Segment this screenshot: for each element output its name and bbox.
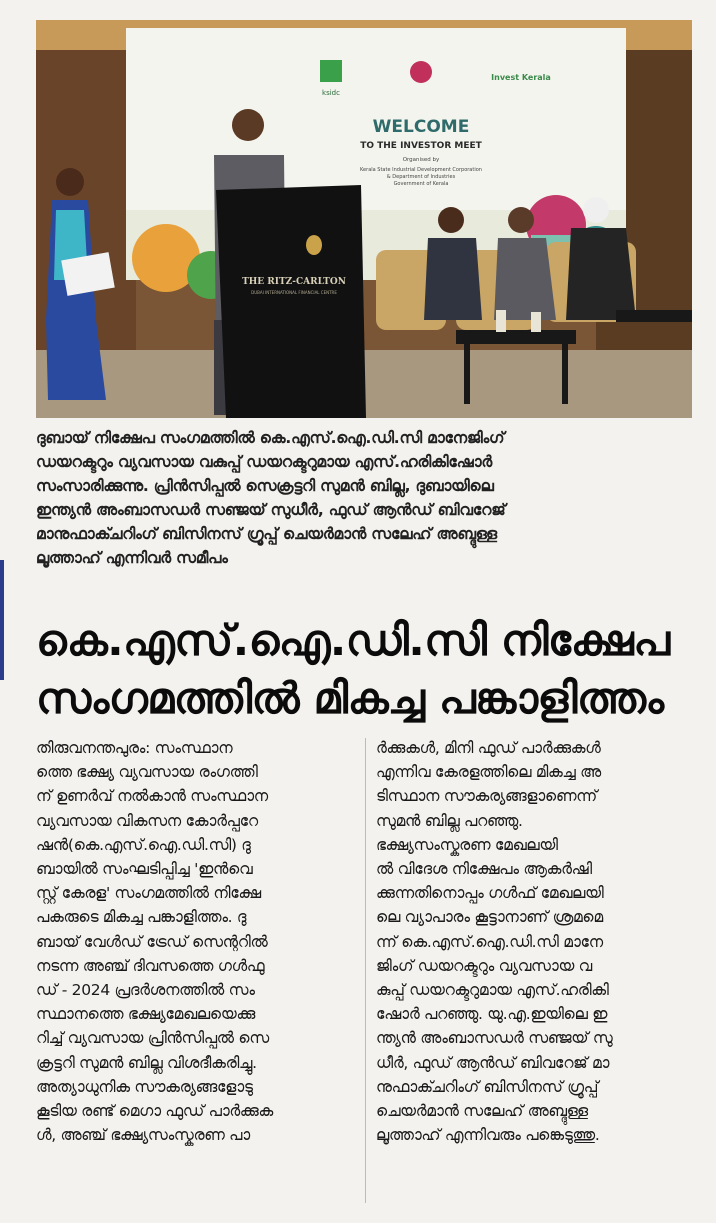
article-column-right: ർക്കുകൾ, മിനി ഫുഡ് പാർക്കുകൾ എന്നിവ കേരളത്തിലെ മികച്ച അ ടിസ്ഥാന സൗകര്യങ്ങളാണെന്ന് സുമൻ ബില്ല പറഞ്ഞു. ഭക്ഷ്യസംസ്കരണ മേഖലയി ൽ വിദേശ നിക്ഷേപം ആകർഷി ക്കുന്നതിനൊപ്പം ഗൾഫ് മേഖലയി ലെ വ്യാപാരം കൂട്ടാനാണ് ശ്രമമെ ന്ന് കെ.എസ്.ഐ.ഡി.സി മാനേ ജിംഗ് ഡയറക്ടറും വ്യവസായ വ കുപ്പ് ഡയറക്ടറുമായ എസ്.ഹരികി ഷോർ പറഞ്ഞു. യു.എ.ഇയിലെ ഇ ന്ത്യൻ അംബാസഡർ സഞ്ജയ് സു ധീർ, ഫുഡ് ആൻഡ് ബിവറേജ് മാ നുഫാക്ചറിംഗ് ബിസിനസ് ഗ്രൂപ്പ് ചെയർമാൻ സലേഹ് അബ്ദുള്ള ലൂത്താഹ് എന്നിവരും പങ്കെടുത്തു. <box>376 739 613 1145</box>
news-photo <box>36 20 692 418</box>
banner-title: WELCOME <box>372 117 470 137</box>
headline: കെ.എസ്.ഐ.ഡി.സി നിക്ഷേപ സംഗമത്തിൽ മികച്ച പങ്കാളിത്തം <box>36 616 670 724</box>
podium-brand: THE RITZ-CARLTON <box>242 277 346 287</box>
page-edge-marker <box>0 560 4 680</box>
logo-left-label: ksidc <box>322 89 340 97</box>
podium-sub: DUBAI INTERNATIONAL FINANCIAL CENTRE <box>251 290 337 295</box>
photo-caption: ദുബായ് നിക്ഷേപ സംഗമത്തിൽ കെ.എസ്.ഐ.ഡി.സി മാനേജിംഗ് ഡയറക്ടറും വ്യവസായ വകുപ്പ് ഡയറക്ടറുമായ എസ്.ഹരികിഷോർ സംസാരിക്കുന്നു. പ്രിൻസിപ്പൽ സെക്രട്ടറി സുമൻ ബില്ല, ദുബായിലെ ഇന്ത്യൻ അംബാസഡർ സഞ്ജയ് സുധീർ, ഫുഡ് ആൻഡ് ബിവറേജ് മാനുഫാക്ചറിംഗ് ബിസിനസ് ഗ്രൂപ്പ് ചെയർമാൻ സലേഹ് അബ്ദുള്ള ലൂത്താഹ് എന്നിവർ സമീപം <box>36 429 506 567</box>
column-divider <box>365 738 366 1203</box>
article-column-left: തിരുവനന്തപുരം: സംസ്ഥാന ത്തെ ഭക്ഷ്യ വ്യവസായ രംഗത്തി ന് ഉണർവ് നൽകാൻ സംസ്ഥാന വ്യവസായ വികസന കോർപ്പറേ ഷൻ(കെ.എസ്.ഐ.ഡി.സി) ദു ബായിൽ സംഘടിപ്പിച്ച 'ഇൻവെ സ്റ്റ് കേരള' സംഗമത്തിൽ നിക്ഷേ പകരുടെ മികച്ച പങ്കാളിത്തം. ദു ബായ് വേൾഡ് ട്രേഡ് സെന്ററിൽ നടന്ന അഞ്ച് ദിവസത്തെ ഗൾഫു ഡ് - 2024 പ്രദർശനത്തിൽ സം സ്ഥാനത്തെ ഭക്ഷ്യമേഖലയെക്കു റിച്ച് വ്യവസായ പ്രിൻസിപ്പൽ സെ ക്രട്ടറി സുമൻ ബില്ല വിശദീകരിച്ചു. അത്യാധുനിക സൗകര്യങ്ങളോടു കൂടിയ രണ്ട് മെഗാ ഫുഡ് പാർക്കുക ൾ, അഞ്ച് ഭക്ഷ്യസംസ്കരണ പാ <box>36 739 273 1145</box>
ksidc-logo <box>320 60 342 82</box>
podium <box>216 185 366 418</box>
banner-organisers: Kerala State Industrial Development Corporation & Department of Industries Government of Kerala <box>360 167 482 187</box>
logo-right-label: Invest Kerala <box>491 73 551 82</box>
banner-organised: Organised by <box>402 157 440 163</box>
kerala-emblem <box>410 61 432 83</box>
banner-subtitle: TO THE INVESTOR MEET <box>360 141 482 151</box>
